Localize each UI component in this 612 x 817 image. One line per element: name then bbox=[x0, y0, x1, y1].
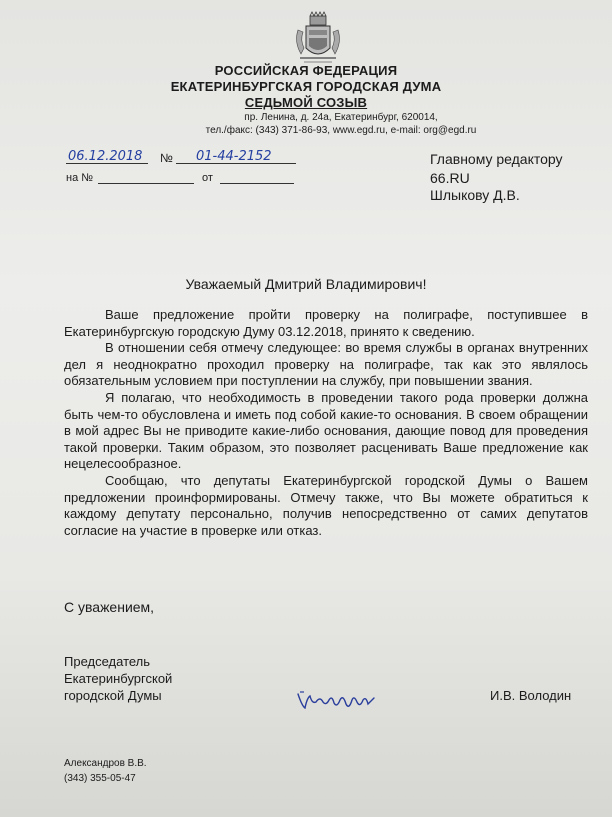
number-prefix: № bbox=[160, 151, 173, 165]
recipient-outlet: 66.RU bbox=[430, 170, 470, 186]
paragraph: Сообщаю, что депутаты Екатеринбургской городской Думы о Вашем предложении проинформированы. Отмечу также, что Вы можете обратиться к каждому депутату персонально, получив непосредственно от самих депутатов согласие на участие в проверке или отказ. bbox=[64, 472, 588, 538]
paragraph: Я полагаю, что необходимость в проведении такого рода проверки должна быть чем-то обусловлена и иметь под собой какие-то основания. В своем обращении в мой адрес Вы не приводите какие-либо основания, дающие повод для проведения такой проверки. Таким образом, это позволяет расценивать Ваше предложение как нецелесообразное. bbox=[64, 389, 588, 472]
recipient-position: Главному редактору bbox=[430, 151, 563, 167]
closing-phrase: С уважением, bbox=[64, 599, 155, 615]
signatory-name: И.В. Володин bbox=[490, 688, 572, 703]
city-coat-of-arms-icon bbox=[292, 8, 344, 68]
incoming-date-line bbox=[220, 183, 294, 184]
paragraph: В отношении себя отмечу следующее: во время службы в органах внутренних дел я неоднократно проходил проверку на полиграфе, так как это являлось обязательным условием при поступлении на службу, при повышении звания. bbox=[64, 340, 588, 389]
header-country: РОССИЙСКАЯ ФЕДЕРАЦИЯ bbox=[214, 63, 398, 78]
executor-name: Александров В.В. bbox=[64, 758, 147, 769]
date-underline bbox=[66, 163, 148, 164]
recipient-name: Шлыкову Д.В. bbox=[430, 187, 520, 203]
incoming-date-label: от bbox=[202, 172, 213, 184]
paragraph: Ваше предложение пройти проверку на полиграфе, поступившее в Екатеринбургскую городскую Думу 03.12.2018, принято к сведению. bbox=[64, 307, 588, 339]
header-convocation: СЕДЬМОЙ СОЗЫВ bbox=[244, 95, 368, 110]
incoming-number-line bbox=[98, 183, 194, 184]
signatory-title-line: городской Думы bbox=[64, 688, 162, 703]
letter-body bbox=[64, 307, 588, 539]
executor-info bbox=[64, 756, 147, 786]
incoming-number-label: на № bbox=[66, 172, 94, 184]
signatory-title-line: Председатель bbox=[64, 654, 151, 669]
outgoing-number: 01-44-2152 bbox=[196, 149, 272, 164]
number-underline bbox=[176, 163, 296, 164]
executor-phone: (343) 355-05-47 bbox=[64, 773, 136, 784]
signatory-title-line: Екатеринбургской bbox=[64, 671, 173, 686]
handwritten-signature bbox=[296, 686, 380, 716]
signatory-title bbox=[64, 653, 172, 704]
header-contacts: тел./факс: (343) 371-86-93, www.egd.ru, e-mail: org@egd.ru bbox=[205, 125, 477, 136]
header-organization: ЕКАТЕРИНБУРГСКАЯ ГОРОДСКАЯ ДУМА bbox=[170, 79, 442, 94]
outgoing-date: 06.12.2018 bbox=[68, 149, 143, 164]
greeting: Уважаемый Дмитрий Владимирович! bbox=[185, 276, 427, 292]
header-address: пр. Ленина, д. 24а, Екатеринбург, 620014, bbox=[244, 112, 438, 123]
